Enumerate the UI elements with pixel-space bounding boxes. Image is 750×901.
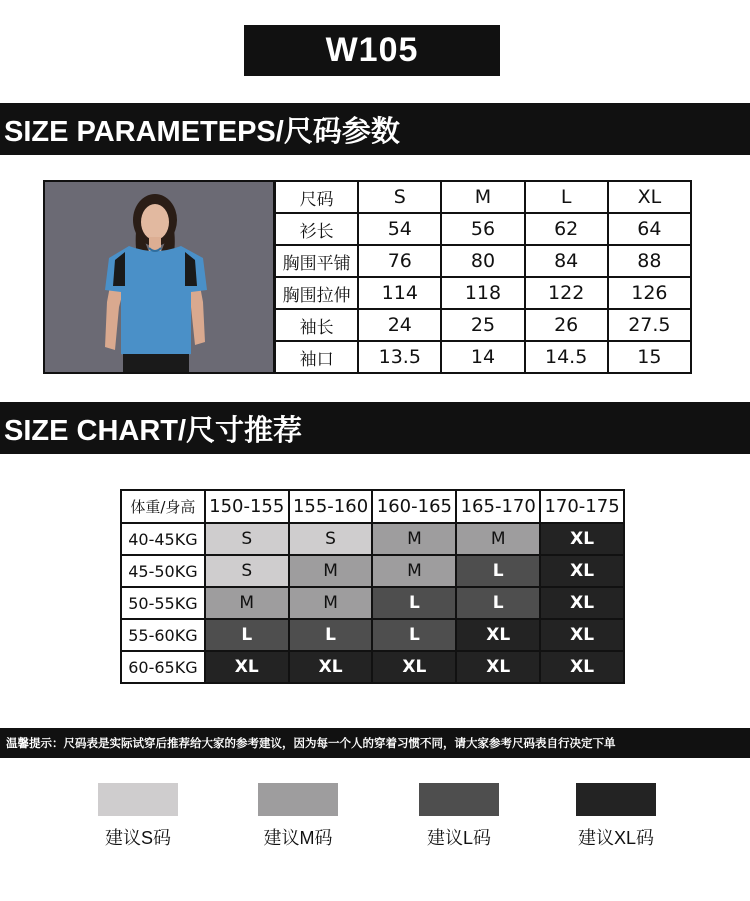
params-cell: 118 bbox=[441, 277, 524, 309]
params-cell: 126 bbox=[608, 277, 691, 309]
params-cell: 64 bbox=[608, 213, 691, 245]
tip-banner: 温馨提示：尺码表是实际试穿后推荐给大家的参考建议，因为每一个人的穿着习惯不同，请大家参考尺码表自行决定下单 bbox=[0, 728, 750, 758]
params-header-cell: M bbox=[441, 181, 524, 213]
chart-size-cell: S bbox=[205, 523, 289, 555]
model-title: W105 bbox=[244, 25, 500, 76]
params-cell: 122 bbox=[525, 277, 608, 309]
params-cell: 54 bbox=[358, 213, 441, 245]
chart-size-cell: M bbox=[289, 555, 373, 587]
params-cell: 88 bbox=[608, 245, 691, 277]
params-cell: 25 bbox=[441, 309, 524, 341]
chart-size-cell: M bbox=[289, 587, 373, 619]
legend-swatch-l bbox=[419, 783, 499, 816]
chart-row-label: 50-55KG bbox=[121, 587, 205, 619]
chart-size-cell: XL bbox=[540, 619, 624, 651]
chart-header-cell: 165-170 bbox=[456, 490, 540, 523]
params-cell: 84 bbox=[525, 245, 608, 277]
params-row bbox=[275, 245, 691, 277]
params-row bbox=[275, 213, 691, 245]
params-row-label: 胸围平铺 bbox=[275, 245, 358, 277]
chart-row bbox=[121, 651, 624, 683]
params-cell: 80 bbox=[441, 245, 524, 277]
params-row bbox=[275, 277, 691, 309]
chart-row bbox=[121, 523, 624, 555]
product-photo bbox=[43, 180, 275, 374]
params-cell: 14.5 bbox=[525, 341, 608, 373]
chart-row-label: 55-60KG bbox=[121, 619, 205, 651]
size-parameters-header: SIZE PARAMETEPS/尺码参数 bbox=[0, 103, 750, 155]
chart-header-cell: 体重/身高 bbox=[121, 490, 205, 523]
legend-swatch-s bbox=[98, 783, 178, 816]
chart-size-cell: XL bbox=[540, 587, 624, 619]
chart-row-label: 60-65KG bbox=[121, 651, 205, 683]
params-row-label: 袖口 bbox=[275, 341, 358, 373]
params-cell: 114 bbox=[358, 277, 441, 309]
params-header-cell: L bbox=[525, 181, 608, 213]
chart-size-cell: M bbox=[372, 555, 456, 587]
chart-size-cell: L bbox=[289, 619, 373, 651]
model-illustration bbox=[45, 182, 273, 372]
legend-swatch-xl bbox=[576, 783, 656, 816]
legend-label-xl: 建议XL码 bbox=[577, 828, 655, 848]
params-cell: 76 bbox=[358, 245, 441, 277]
params-header-cell: S bbox=[358, 181, 441, 213]
chart-size-cell: XL bbox=[456, 651, 540, 683]
chart-size-cell: XL bbox=[372, 651, 456, 683]
legend-label-l: 建议L码 bbox=[426, 828, 491, 848]
params-header-row bbox=[275, 181, 691, 213]
params-cell: 24 bbox=[358, 309, 441, 341]
size-recommendation-table bbox=[120, 489, 625, 684]
chart-row bbox=[121, 619, 624, 651]
chart-size-cell: XL bbox=[289, 651, 373, 683]
params-cell: 56 bbox=[441, 213, 524, 245]
chart-size-cell: L bbox=[456, 555, 540, 587]
chart-size-cell: XL bbox=[540, 523, 624, 555]
chart-size-cell: S bbox=[289, 523, 373, 555]
chart-header-cell: 150-155 bbox=[205, 490, 289, 523]
chart-size-cell: L bbox=[205, 619, 289, 651]
chart-row bbox=[121, 587, 624, 619]
params-cell: 15 bbox=[608, 341, 691, 373]
chart-size-cell: M bbox=[372, 523, 456, 555]
chart-row-label: 40-45KG bbox=[121, 523, 205, 555]
chart-header-cell: 160-165 bbox=[372, 490, 456, 523]
params-cell: 26 bbox=[525, 309, 608, 341]
chart-row-label: 45-50KG bbox=[121, 555, 205, 587]
params-cell: 62 bbox=[525, 213, 608, 245]
chart-size-cell: S bbox=[205, 555, 289, 587]
chart-size-cell: L bbox=[372, 619, 456, 651]
params-cell: 27.5 bbox=[608, 309, 691, 341]
params-row bbox=[275, 341, 691, 373]
legend-label-s: 建议S码 bbox=[104, 828, 171, 848]
chart-size-cell: XL bbox=[540, 651, 624, 683]
chart-size-cell: L bbox=[456, 587, 540, 619]
params-header-cell: 尺码 bbox=[275, 181, 358, 213]
chart-size-cell: M bbox=[456, 523, 540, 555]
chart-row bbox=[121, 555, 624, 587]
chart-size-cell: XL bbox=[456, 619, 540, 651]
chart-size-cell: XL bbox=[540, 555, 624, 587]
chart-size-cell: XL bbox=[205, 651, 289, 683]
params-row bbox=[275, 309, 691, 341]
params-header-cell: XL bbox=[608, 181, 691, 213]
params-row-label: 袖长 bbox=[275, 309, 358, 341]
params-cell: 14 bbox=[441, 341, 524, 373]
params-row-label: 胸围拉伸 bbox=[275, 277, 358, 309]
params-cell: 13.5 bbox=[358, 341, 441, 373]
chart-size-cell: M bbox=[205, 587, 289, 619]
size-chart-header: SIZE CHART/尺寸推荐 bbox=[0, 402, 750, 454]
chart-header-cell: 155-160 bbox=[289, 490, 373, 523]
legend-swatch-m bbox=[258, 783, 338, 816]
chart-header-cell: 170-175 bbox=[540, 490, 624, 523]
chart-header-row bbox=[121, 490, 624, 523]
params-row-label: 衫长 bbox=[275, 213, 358, 245]
chart-size-cell: L bbox=[372, 587, 456, 619]
size-parameters-table bbox=[274, 180, 692, 374]
legend-label-m: 建议M码 bbox=[263, 828, 333, 848]
